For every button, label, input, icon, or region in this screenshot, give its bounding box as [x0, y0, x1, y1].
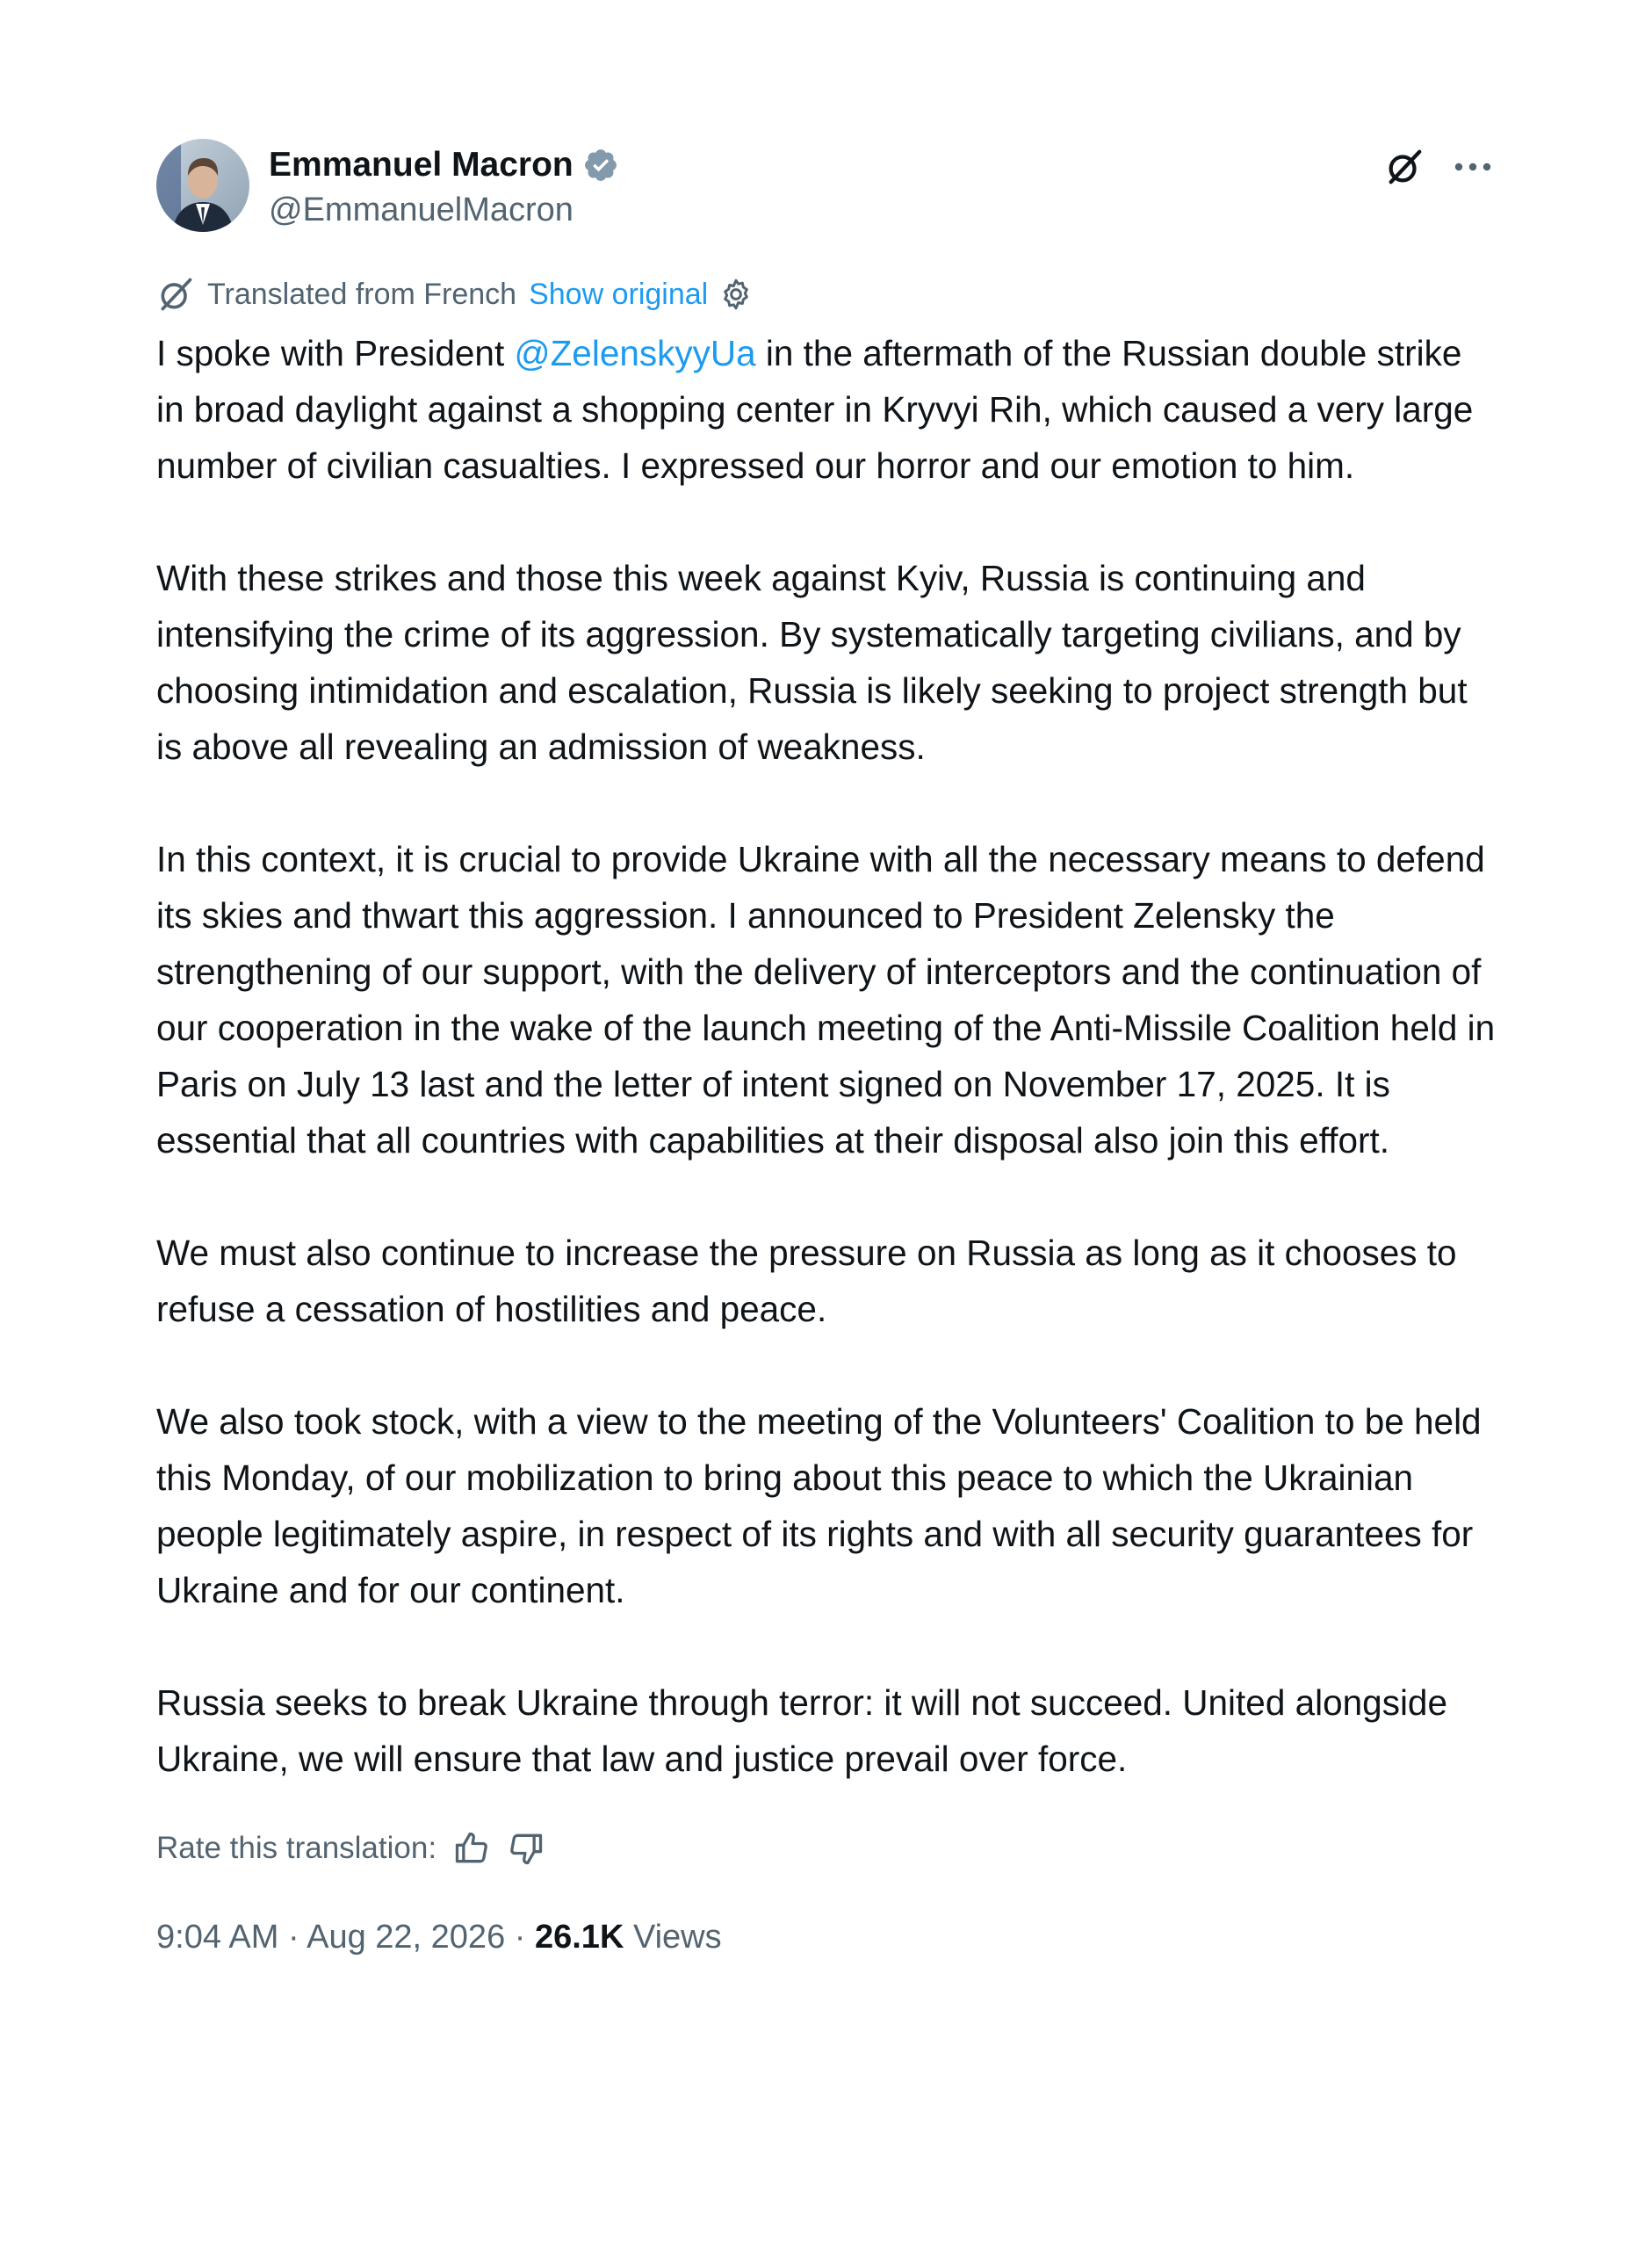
grok-button[interactable] [1381, 144, 1427, 190]
tweet-header [156, 132, 1496, 237]
rate-translation [156, 1824, 1496, 1873]
display-name[interactable]: Emmanuel Macron [269, 146, 574, 184]
paragraph-2: With these strikes and those this week against Kyiv, Russia is continuing and intensifying the crime of its aggression. By systematically targeting civilians, and by choosing intimidation and escalation, Russia is likely seeking to project strength but is above all revealing an admission of weakness. [156, 558, 1468, 767]
header-actions [1381, 144, 1496, 190]
mention-link[interactable]: @ZelenskyyUa [514, 333, 756, 373]
thumbs-down-icon[interactable] [507, 1829, 545, 1868]
post-date[interactable]: Aug 22, 2026 [307, 1919, 506, 1956]
paragraph-5: We also took stock, with a view to the meeting of the Volunteers' Coalition to be held this Monday, of our mobilization to bring about this peace to which the Ukrainian people legitimately aspire, in respect of its rights and with all security guarantees for Ukraine and for our continent. [156, 1401, 1482, 1610]
name-row [269, 141, 619, 190]
thumbs-up-icon[interactable] [452, 1829, 491, 1868]
grok-icon [1384, 147, 1425, 187]
tweet-text [156, 325, 1496, 1787]
translated-from-label: Translated from French [207, 277, 517, 311]
tweet [156, 132, 1496, 1956]
views-count: 26.1K [534, 1919, 624, 1956]
meta-separator: · [278, 1919, 307, 1956]
paragraph-1-end: in the aftermath of the Russian double strike in broad daylight against a shopping center in Kryvyi Rih, which caused a very large number of civilian casualties. I expressed our horror and our emotion to him. [156, 333, 1474, 486]
more-options-icon [1454, 162, 1492, 172]
show-original-link[interactable]: Show original [529, 277, 709, 311]
paragraph-1-start: I spoke with President [156, 333, 515, 373]
paragraph-3: In this context, it is crucial to provide Ukraine with all the necessary means to defend its skies and thwart this aggression. I announced to President Zelensky the strengthening of our support, with the delivery of interceptors and the continuation of our cooperation in the wake of the launch meeting of the Anti-Missile Coalition held in Paris on July 13 last and the letter of intent signed on November 17, 2025. It is essential that all countries with capabilities at their disposal also join this effort. [156, 839, 1496, 1161]
views-label: Views [624, 1919, 722, 1956]
translation-bar [156, 272, 1496, 316]
avatar[interactable] [156, 139, 249, 232]
more-options-button[interactable] [1450, 144, 1496, 190]
post-time[interactable]: 9:04 AM [156, 1919, 279, 1956]
paragraph-6: Russia seeks to break Ukraine through terror: it will not succeed. United alongside Ukraine, we will ensure that law and justice prevail over force. [156, 1682, 1447, 1779]
grok-translate-icon [156, 275, 195, 314]
avatar-image [156, 139, 249, 232]
author-block [269, 141, 619, 229]
paragraph-4: We must also continue to increase the pressure on Russia as long as it chooses to refuse a cessation of hostilities and peace. [156, 1233, 1457, 1329]
rate-translation-label: Rate this translation: [156, 1831, 437, 1865]
meta-separator: · [505, 1919, 535, 1956]
verified-badge-icon[interactable] [582, 147, 619, 184]
author-handle[interactable]: @EmmanuelMacron [269, 192, 574, 228]
tweet-meta [156, 1919, 1496, 1956]
paragraph-1 [156, 325, 1496, 494]
gear-icon[interactable] [718, 277, 754, 312]
